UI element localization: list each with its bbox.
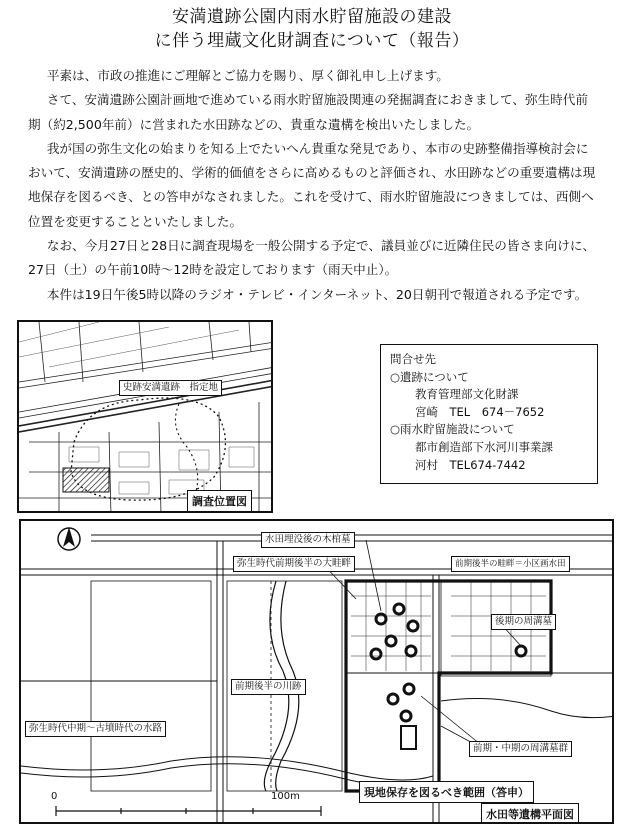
body-text bbox=[28, 64, 600, 307]
document-title-line2: に伴う埋蔵文化財調査について（報告） bbox=[154, 31, 470, 51]
label-river-channel: 前期後半の川跡 bbox=[231, 679, 306, 695]
site-designation-label: 史跡安満遺跡 指定地 bbox=[119, 380, 222, 396]
location-map-caption: 調査位置図 bbox=[187, 490, 252, 512]
paragraph-press: 本件は19日午後5時以降のラジオ・テレビ・インターネット、20日朝刊で報道される予定です。 bbox=[46, 286, 588, 302]
paragraph-discovery: さて、安満遺跡公園計画地で進めている雨水貯留施設関連の発掘調査におきまして、弥生時代前期（約2,500年前）に営まれた水田跡などの、貴重な遺構を検出いたしました。 bbox=[28, 92, 588, 132]
label-large-ridge: 弥生時代前期後半の大畦畔 bbox=[233, 556, 355, 572]
scale-zero: 0 bbox=[51, 791, 58, 802]
paragraph-evaluation: 我が国の弥生文化の始まりを知る上でたいへん貴重な発見であり、本市の史跡整備指導検討会において、安満遺跡の歴史的、学術的価値をさらに高めるものと評価され、水田跡などの重要遺構は現地保存を図るべき、との答申がなされました。これを受けて、雨水貯留施設につきましては、西側へ位置を変更することといたしました。 bbox=[28, 140, 596, 229]
contact-item1-person: 宮崎 TEL 674－7652 bbox=[415, 404, 545, 419]
plan-map-caption: 水田等遺構平面図 bbox=[481, 803, 579, 824]
contact-item1-dept: 教育管理部文化財課 bbox=[415, 387, 519, 402]
label-small-paddy-fields: 前期後半の畦畔＝小区画水田 bbox=[451, 556, 570, 572]
label-ditched-tomb-group: 前期・中期の周溝墓群 bbox=[469, 741, 572, 757]
document-title-line1: 安満遺跡公園内雨水貯留施設の建設 bbox=[172, 7, 452, 27]
label-late-ditched-tomb: 後期の周溝墓 bbox=[491, 614, 556, 630]
label-wooden-coffin-tomb: 水田埋没後の木棺墓 bbox=[261, 532, 355, 548]
location-map bbox=[17, 320, 273, 513]
location-map-drawing bbox=[19, 322, 273, 513]
contact-heading: 問合せ先 bbox=[390, 352, 436, 366]
label-waterway: 弥生時代中期～古墳時代の水路 bbox=[25, 721, 166, 737]
paragraph-greeting: 平素は、市政の推進にご理解とご協力を賜り、厚く御礼申し上げます。 bbox=[46, 68, 449, 83]
scale-end: 100m bbox=[271, 791, 300, 802]
contact-item2-title: ○雨水貯留施設について bbox=[390, 422, 515, 437]
paragraph-public-viewing: なお、今月27日と28日に調査現場を一般公開する予定で、議員並びに近隣住民の皆さま向けに、27日（土）の午前10時～12時を設定しております（雨天中止）。 bbox=[28, 238, 596, 278]
contact-item2-person: 河村 TEL674-7442 bbox=[415, 457, 526, 472]
label-preservation-area: 現地保存を図るべき範囲（答申） bbox=[359, 781, 534, 803]
contact-item2-dept: 都市創造部下水河川事業課 bbox=[415, 439, 553, 454]
north-arrow-icon bbox=[58, 527, 80, 550]
plan-map bbox=[19, 519, 614, 824]
contact-box bbox=[380, 344, 598, 484]
contact-item1-title: ○遺跡について bbox=[390, 369, 469, 384]
